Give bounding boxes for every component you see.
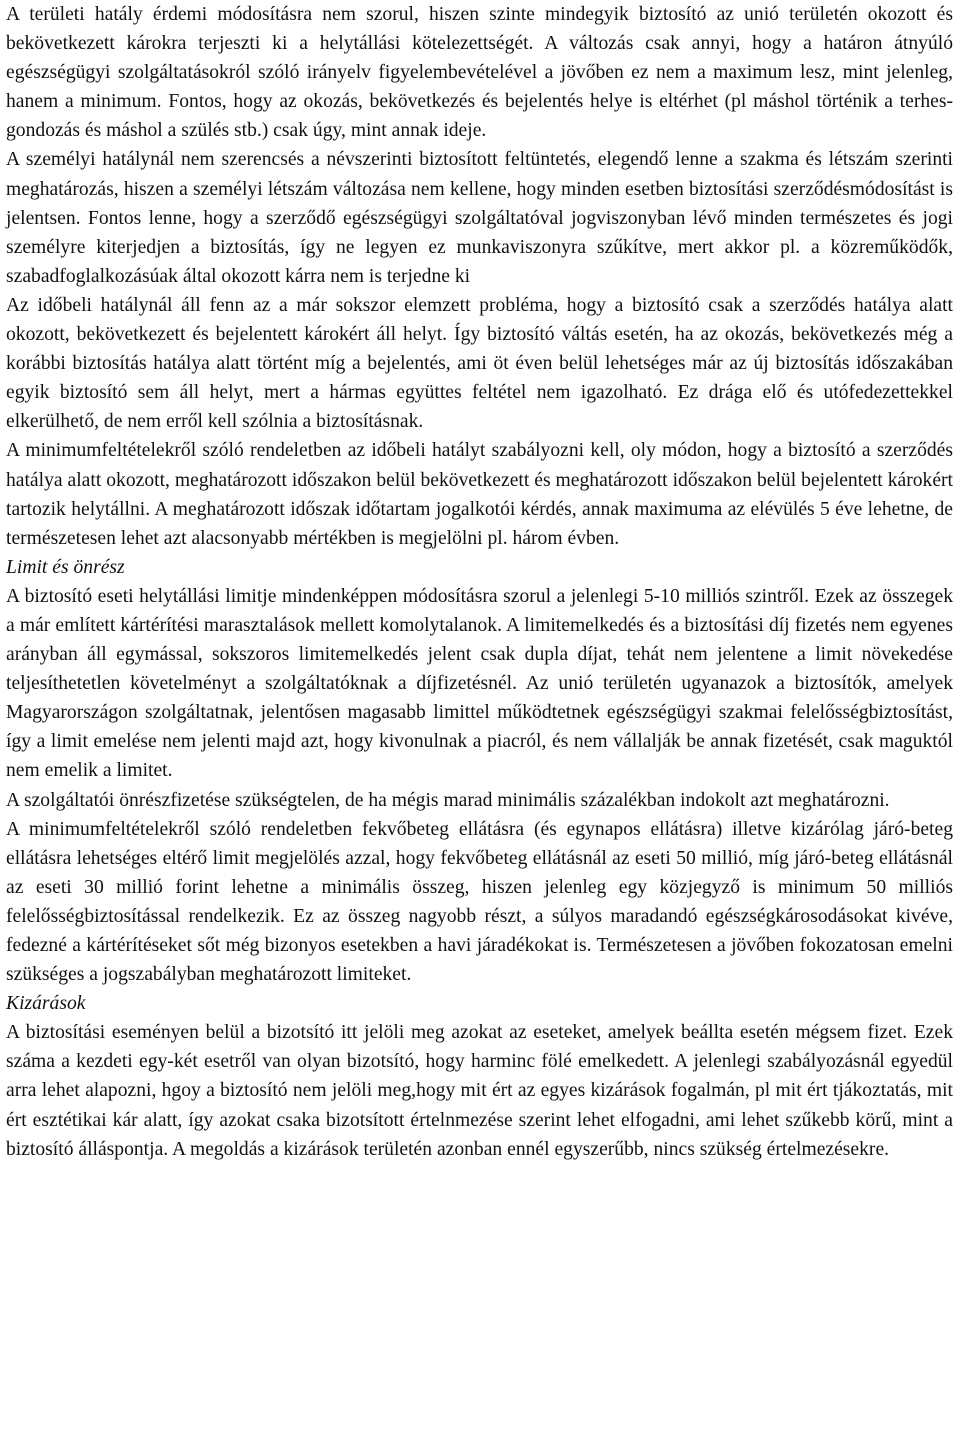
paragraph-personal-scope: A személyi hatálynál nem szerencsés a névszerinti biztosított feltüntetés, elegendő lenne a szakma és létszám szerinti meghatározás, hiszen a személyi létszám változása nem kellene, hogy minden esetben biztosítási szerződésmódosítást is jelentsen. Fontos lenne, hogy a szerződő egészségügyi szolgáltatóval jogviszonyban lévő minden természetes és jogi személyre kiterjedjen a biztosítás, így ne legyen ez munkaviszonyra szűkítve, mert akkor pl. a közreműködők, szabadfoglalkozásúak által okozott kárra nem is terjedne ki bbox=[6, 149, 953, 287]
paragraph-exclusions: A biztosítási eseményen belül a bizotsító itt jelöli meg azokat az eseteket, amelyek beállta esetén mégsem fizet. Ezek száma a kezdeti egy-két esetről van olyan bizotsító, hogy harminc fölé emelkedett. A jelenlegi szabályozásnál egyedül arra lehet alapozni, hgoy a biztosító nem jelöli meg,hogy mit ért az egyes kizárások fogalmán, pl mit ért tjákoztatás, mit ért esztétikai kár alatt, így azokat csaka bizotsított értelnmezése szerint lehet elfogadni, ami lehet szűkebb körű, mint a biztosító álláspontja. A megoldás a kizárások területén azonban ennél egyszerűbb, nincs szükség értelmezésekre. bbox=[6, 1022, 953, 1160]
paragraph-temporal-scope: Az időbeli hatálynál áll fenn az a már sokszor elemzett probléma, hogy a biztosító csak a szerződés hatálya alatt okozott, bekövetkezett és bejelentett károkért áll helyt. Így biztosító váltás esetén, ha az okozás, bekövetkezés még a korábbi biztosítás hatálya alatt történt míg a bejelentés, ami öt éven belül lehetséges már az új biztosítás időszakában egyik biztosító sem áll helyt, mert a hármas együttes feltétel nem igazolható. Ez drága elő és utófedezettekkel elkerülhető, de nem erről kell szólnia a biztosításnak. bbox=[6, 294, 953, 433]
paragraph-limit-modification: A biztosító eseti helytállási limitje mindenképpen módosításra szorul a jelenlegi 5-10 milliós szintről. Ezek az összegek a már említett kártérítési marasztalások mellett komolytalanok. A limitemelkedés és a biztosítási díj fizetés nem egyenes arányban áll egymással, sokszoros limitemelkedés jelent csak dupla díjat, tehát nem jelentene a limit növekedése teljesíthetetlen követelményt a szolgáltatóknak a díjfizetésnél. Az unió területén ugyanazok a biztosítók, amelyek Magyarországon szolgáltatnak, jelentősen magasabb limittel működtetnek egészségügyi szakmai felelősségbiztosítást, így a limit emelése nem jelenti majd azt, hogy kivonulnak a piacról, és nem vállalják be annak fizetését, csak maguktól nem emelik a limitet. bbox=[6, 585, 953, 782]
paragraph-minimum-conditions-temporal: A minimumfeltételekről szóló rendeletben az időbeli hatályt szabályozni kell, oly módon, hogy a biztosító a szerződés hatálya alatt okozott, meghatározott időszakon belül bekövetkezett és meghatározott időszakon belül bejelentett károkért tartozik helytállni. A meghatározott időszak időtartam jogalkotói kérdés, annak maximuma az elévülés 5 éve lehetne, de természetesen lehet azt alacsonyabb mértékben is megjelölni pl. három évben. bbox=[6, 440, 953, 549]
section-heading-limit: Limit és önrész bbox=[6, 556, 125, 578]
paragraph-territorial-scope: A területi hatály érdemi módosításra nem szorul, hiszen szinte mindegyik biztosító az unió területén okozott és bekövetkezett károkra terjeszti ki a helytállási kötelezettségét. A változás csak annyi, hogy a határon átnyúló egészségügyi szolgáltatásokról szóló irányelv figyelembevételével a jövőben ez nem a maximum lesz, mint jelenleg, hanem a minimum. Fontos, hogy az okozás, bekövetkezés és bejelentés helye is eltérhet (pl máshol történik a terhes-gondozás és máshol a szülés stb.) csak úgy, mint annak ideje. bbox=[6, 4, 953, 142]
section-heading-exclusions: Kizárások bbox=[6, 993, 86, 1015]
paragraph-deductible: A szolgáltatói önrészfizetése szükségtelen, de ha mégis marad minimális százalékban indokolt azt meghatározni. bbox=[6, 789, 890, 811]
paragraph-limit-amounts: A minimumfeltételekről szóló rendeletben fekvőbeteg ellátásra (és egynapos ellátásra) illetve kizárólag járó-beteg ellátásra lehetséges eltérő limit megjelölés azzal, hogy fekvőbeteg ellátásnál az eseti 50 millió, míg járó-beteg ellátásnál az eseti 30 millió forint lehetne a minimális összeg, hiszen jelenleg egy közjegyző is minimum 50 milliós felelősségbiztosítással rendelkezik. Ez az összeg nagyobb részt, a súlyos maradandó egészségkárosodásokat kivéve, fedezné a kártérítéseket sőt még bizonyos esetekben a havi járadékokat is. Természetesen a jövőben fokozatosan emelni szükséges a jogszabályban meghatározott limiteket. bbox=[6, 818, 953, 986]
